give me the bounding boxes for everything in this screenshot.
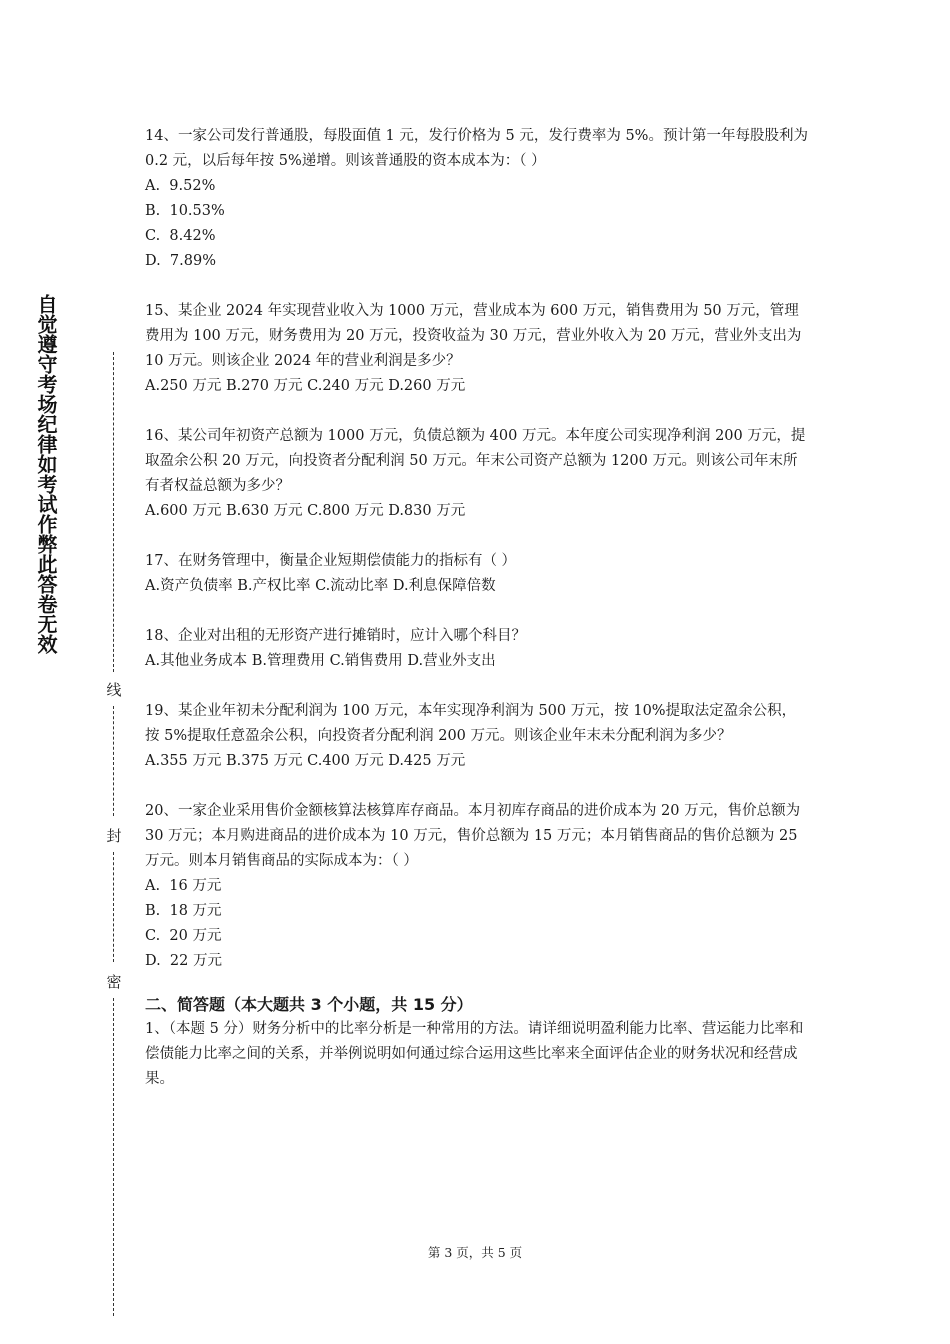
binding-secret-char: 密 — [106, 973, 122, 991]
binding-seal-char: 封 — [106, 827, 122, 845]
question-17 — [145, 549, 810, 599]
option-c: C. 8.42% — [145, 228, 216, 244]
binding-dashed-line — [113, 852, 114, 962]
options-line: A.250 万元 B.270 万元 C.240 万元 D.260 万元 — [145, 378, 466, 394]
options-line: A.其他业务成本 B.管理费用 C.销售费用 D.营业外支出 — [145, 653, 496, 669]
binding-dashed-line — [113, 706, 114, 816]
question-16 — [145, 424, 810, 524]
binding-dashed-line — [113, 352, 114, 672]
exam-discipline-notice: 自觉遵守考场纪律如考试作弊此答卷无效 — [34, 294, 58, 654]
binding-dashed-line — [113, 998, 114, 1316]
option-a: A. 9.52% — [145, 178, 216, 194]
question-15 — [145, 299, 810, 399]
option-b: B. 10.53% — [145, 203, 225, 219]
option-a: A. 16 万元 — [145, 878, 222, 894]
question-stem: 15、某企业 2024 年实现营业收入为 1000 万元，营业成本为 600 万元，销售费用为 50 万元，管理费用为 100 万元，财务费用为 20 万元，投资收益为 30 万元，营业外收入为 20 万元，营业外支出为 10 万元。则该企业 2024 年的营业利润是多少？ — [145, 303, 802, 369]
page-number: 第 3 页，共 5 页 — [427, 1245, 523, 1260]
options-line: A.资产负债率 B.产权比率 C.流动比率 D.利息保障倍数 — [145, 578, 496, 594]
question-stem: 18、企业对出租的无形资产进行摊销时，应计入哪个科目？ — [145, 628, 526, 644]
question-14 — [145, 124, 810, 274]
options-line: A.600 万元 B.630 万元 C.800 万元 D.830 万元 — [145, 503, 466, 519]
option-c: C. 20 万元 — [145, 928, 222, 944]
question-stem: 14、一家公司发行普通股，每股面值 1 元，发行价格为 5 元，发行费率为 5%。预计第一年每股股利为 0.2 元，以后每年按 5%递增。则该普通股的资本成本为：（ ） — [145, 128, 808, 169]
question-stem: 17、在财务管理中，衡量企业短期偿债能力的指标有（ ） — [145, 553, 517, 569]
section-title-short-answer: 二、简答题（本大题共 3 个小题，共 15 分） — [145, 995, 473, 1014]
question-20 — [145, 799, 810, 974]
option-b: B. 18 万元 — [145, 903, 222, 919]
binding-line-char: 线 — [106, 681, 122, 699]
question-19 — [145, 699, 810, 774]
question-stem: 20、一家企业采用售价金额核算法核算库存商品。本月初库存商品的进价成本为 20 万元，售价总额为 30 万元；本月购进商品的进价成本为 10 万元，售价总额为 15 万元；本月销售商品的售价总额为 25 万元。则本月销售商品的实际成本为：（ ） — [145, 803, 801, 869]
question-stem: 16、某公司年初资产总额为 1000 万元，负债总额为 400 万元。本年度公司实现净利润 200 万元，提取盈余公积 20 万元，向投资者分配利润 50 万元。年末公司资产总额为 1200 万元。则该公司年末所有者权益总额为多少？ — [145, 428, 806, 494]
option-d: D. 22 万元 — [145, 953, 222, 969]
option-d: D. 7.89% — [145, 253, 216, 269]
question-18 — [145, 624, 810, 674]
options-line: A.355 万元 B.375 万元 C.400 万元 D.425 万元 — [145, 753, 466, 769]
question-list — [145, 124, 810, 1092]
short-answer-question-1: 1、（本题 5 分）财务分析中的比率分析是一种常用的方法。请详细说明盈利能力比率、营运能力比率和偿债能力比率之间的关系，并举例说明如何通过综合运用这些比率来全面评估企业的财务状况和经营成果。 — [145, 1021, 804, 1087]
question-stem: 19、某企业年初未分配利润为 100 万元，本年实现净利润为 500 万元，按 10%提取法定盈余公积，按 5%提取任意盈余公积，向投资者分配利润 200 万元。则该企业年末未分配利润为多少？ — [145, 703, 797, 744]
